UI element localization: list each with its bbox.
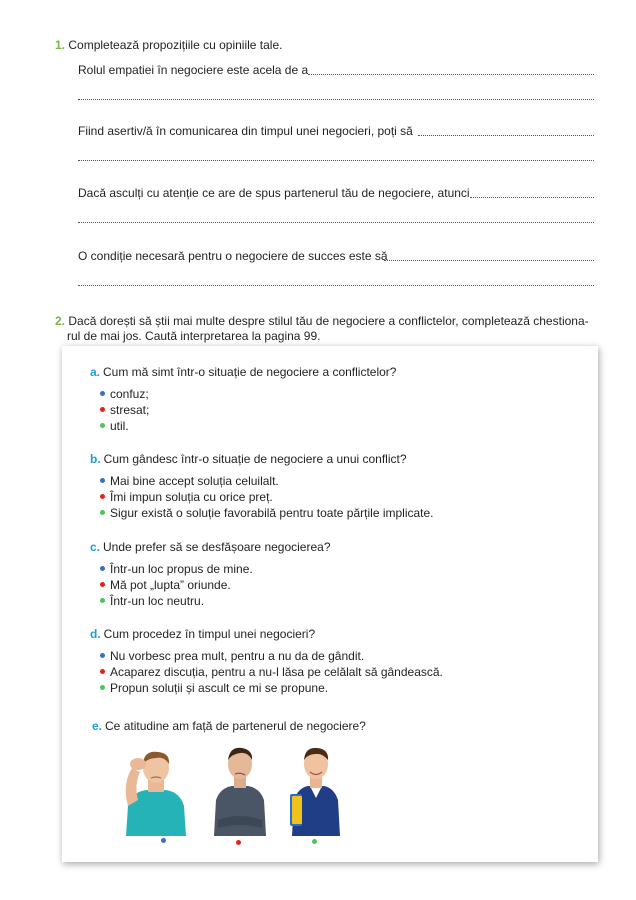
option-a1[interactable]: confuz; <box>100 387 149 402</box>
prompt-3: Dacă asculți cu atenție ce are de spus partenerul tău de negociere, atunci <box>78 186 470 200</box>
confused-boy-photo[interactable] <box>118 744 194 836</box>
option-d2[interactable]: Acaparez discuția, pentru a nu-l lăsa pe celălalt să gândească. <box>100 665 443 680</box>
green-bullet-icon <box>100 510 105 515</box>
answer-line[interactable] <box>308 72 594 75</box>
prompt-1: Rolul empatiei în negociere este acela de a <box>78 63 309 77</box>
student-with-books-photo[interactable] <box>286 744 346 836</box>
question-a: a. Cum mă simt într-o situație de negociere a conflictelor? <box>90 365 397 379</box>
question-d: d. Cum procedez în timpul unei negocieri? <box>90 627 316 641</box>
ex2-line1: 2. Dacă dorești să știi mai multe despre stilul tău de negociere a conflictelor, completează chestiona- <box>55 314 589 328</box>
option-d1[interactable]: Nu vorbesc prea mult, pentru a nu da de gândit. <box>100 649 364 664</box>
ex2-line2: rul de mai jos. Caută interpretarea la pagina 99. <box>67 329 321 343</box>
blue-bullet-icon <box>100 566 105 571</box>
option-b1[interactable]: Mai bine accept soluția celuilalt. <box>100 474 279 489</box>
red-bullet-icon <box>100 669 105 674</box>
blue-bullet-icon <box>100 391 105 396</box>
option-a2[interactable]: stresat; <box>100 403 149 418</box>
question-b: b. Cum gândesc într-o situație de negociere a unui conflict? <box>90 452 407 466</box>
red-bullet-icon <box>100 582 105 587</box>
ex1-title: Completează propozițiile cu opiniile tale. <box>68 38 283 52</box>
option-c2[interactable]: Mă pot „lupta” oriunde. <box>100 578 231 593</box>
option-d3[interactable]: Propun soluții și ascult ce mi se propune. <box>100 681 328 696</box>
answer-line[interactable] <box>384 258 594 261</box>
answer-line[interactable] <box>78 158 594 161</box>
ex1-number: 1. <box>55 38 66 52</box>
blue-bullet-icon <box>100 653 105 658</box>
prompt-2: Fiind asertiv/ă în comunicarea din timpul unei negocieri, poți să <box>78 124 413 138</box>
option-b3[interactable]: Sigur există o soluție favorabilă pentru toate părțile implicate. <box>100 506 434 521</box>
blue-bullet-icon <box>100 478 105 483</box>
ex2-number: 2. <box>55 314 66 328</box>
red-bullet-icon <box>236 840 241 845</box>
ex1-heading <box>55 38 282 53</box>
green-bullet-icon <box>312 839 317 844</box>
option-c3[interactable]: Într-un loc neutru. <box>100 594 204 609</box>
questionnaire-box <box>62 346 598 862</box>
answer-line[interactable] <box>418 133 594 136</box>
green-bullet-icon <box>100 598 105 603</box>
prompt-4: O condiție necesară pentru o negociere de succes este să <box>78 249 388 263</box>
option-a3[interactable]: util. <box>100 419 129 434</box>
green-bullet-icon <box>100 685 105 690</box>
red-bullet-icon <box>100 494 105 499</box>
question-c: c. Unde prefer să se desfășoare negocierea? <box>90 540 331 554</box>
answer-line[interactable] <box>470 195 594 198</box>
option-c1[interactable]: Într-un loc propus de mine. <box>100 562 253 577</box>
question-e: e. Ce atitudine am față de partenerul de negociere? <box>92 719 366 733</box>
answer-line[interactable] <box>78 283 594 286</box>
red-bullet-icon <box>100 407 105 412</box>
blue-bullet-icon <box>161 838 166 843</box>
green-bullet-icon <box>100 423 105 428</box>
skeptical-man-photo[interactable] <box>210 744 270 836</box>
option-b2[interactable]: Îmi impun soluția cu orice preț. <box>100 490 273 505</box>
answer-line[interactable] <box>78 220 594 223</box>
answer-line[interactable] <box>78 97 594 100</box>
